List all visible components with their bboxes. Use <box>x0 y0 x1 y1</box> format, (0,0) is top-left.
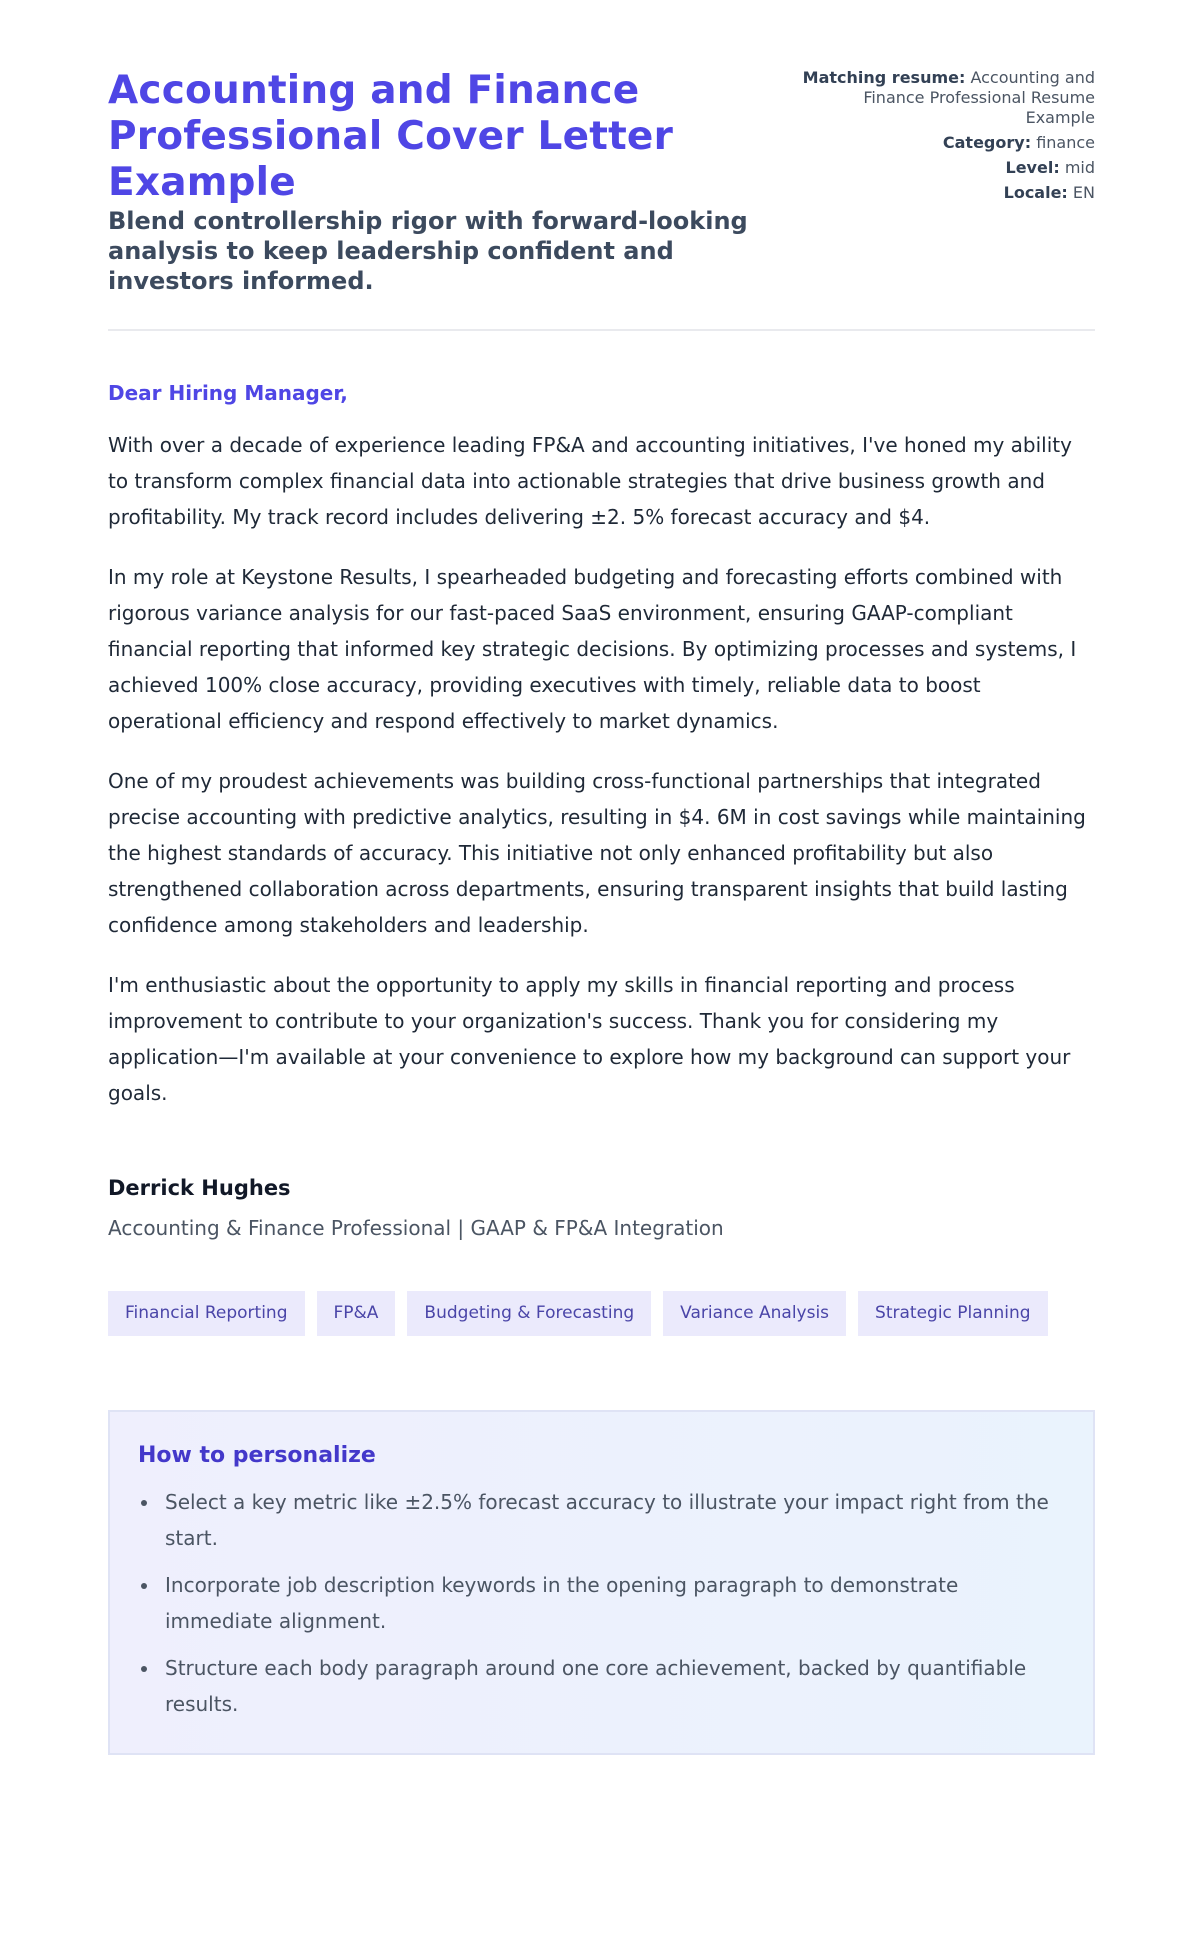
meta-locale <box>795 183 1095 203</box>
title-block <box>108 68 788 296</box>
letter-paragraph: In my role at Keystone Results, I spearheaded budgeting and forecasting efforts combined with rigorous variance analysis for our fast-paced SaaS environment, ensuring GAAP-compliant financial reporting that informed key strategic decisions. By optimizing processes and systems, I achieved 100% close accuracy, providing executives with timely, reliable data to boost operational efficiency and respond effectively to market dynamics. <box>108 565 1077 733</box>
meta-value: EN <box>1072 183 1095 202</box>
tip-item <box>138 1484 1065 1556</box>
letter-paragraph: I'm enthusiastic about the opportunity to apply my skills in financial reporting and process improvement to contribute to your organization's success. Thank you for considering my application—I'm available at your convenience to explore how my background can support your goals. <box>108 973 1071 1105</box>
skill-tags <box>108 1291 1095 1336</box>
salutation: Dear Hiring Manager, <box>108 381 348 405</box>
meta-level <box>795 158 1095 178</box>
letter-paragraph: With over a decade of experience leading FP&A and accounting initiatives, I've honed my ability to transform complex financial data into actionable strategies that drive business growth and profitability. My track record includes delivering ±2. 5% forecast accuracy and $4. <box>108 433 1072 529</box>
personalize-tips-box <box>108 1410 1095 1755</box>
cover-letter-page <box>108 0 1095 1755</box>
matching-resume-link[interactable]: Accounting and Finance Professional Resume Example <box>863 68 1095 127</box>
signature <box>108 1175 1095 1241</box>
tip-text: Incorporate job description keywords in the opening paragraph to demonstrate immediate alignment. <box>165 1573 959 1633</box>
skill-tag: FP&A <box>317 1291 396 1336</box>
meta-label: Matching resume: <box>802 68 966 87</box>
signature-name: Derrick Hughes <box>108 1176 291 1200</box>
skill-tag: Financial Reporting <box>108 1291 305 1336</box>
skill-tag: Strategic Planning <box>858 1291 1047 1336</box>
page-subtitle: Blend controllership rigor with forward-looking analysis to keep leadership confident and investors informed. <box>108 207 748 295</box>
tip-item <box>138 1650 1065 1722</box>
meta-panel <box>795 68 1095 208</box>
letter-paragraph: One of my proudest achievements was building cross-functional partnerships that integrated precise accounting with predictive analytics, resulting in $4. 6M in cost savings while maintaining the highest standards of accuracy. This initiative not only enhanced profitability but also strengthened collaboration across departments, ensuring transparent insights that build lasting confidence among stakeholders and leadership. <box>108 769 1086 937</box>
tips-list <box>138 1484 1065 1722</box>
page-title: Accounting and Finance Professional Cover Letter Example <box>108 68 674 205</box>
tips-heading: How to personalize <box>138 1443 376 1468</box>
meta-value: mid <box>1064 158 1095 177</box>
meta-category <box>795 133 1095 153</box>
bullet-icon <box>141 1666 147 1672</box>
meta-label: Level: <box>1005 158 1060 177</box>
skill-tag: Variance Analysis <box>663 1291 846 1336</box>
skill-tag: Budgeting & Forecasting <box>407 1291 651 1336</box>
meta-label: Locale: <box>1003 183 1068 202</box>
meta-value: finance <box>1036 133 1095 152</box>
signature-title: Accounting & Finance Professional | GAAP & FP&A Integration <box>108 1216 724 1240</box>
tip-text: Select a key metric like ±2.5% forecast accuracy to illustrate your impact right from the start. <box>165 1490 1049 1550</box>
bullet-icon <box>141 1500 147 1506</box>
letter-body <box>108 331 1095 1241</box>
tip-text: Structure each body paragraph around one core achievement, backed by quantifiable results. <box>165 1656 1027 1716</box>
bullet-icon <box>141 1583 147 1589</box>
tip-item <box>138 1567 1065 1639</box>
meta-matching-resume <box>795 68 1095 128</box>
meta-label: Category: <box>942 133 1032 152</box>
page-header <box>108 0 1095 331</box>
